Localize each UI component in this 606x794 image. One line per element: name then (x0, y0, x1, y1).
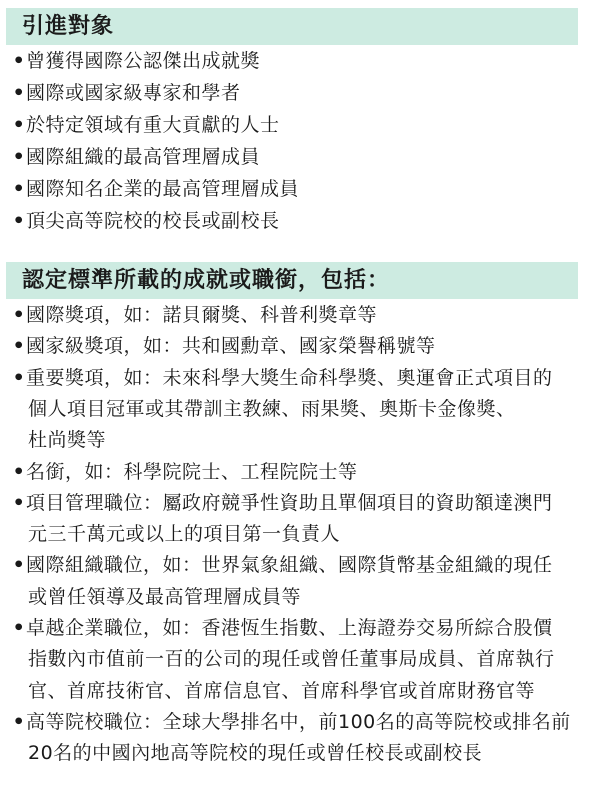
list-item-text: 名銜，如：科學院院士、工程院院士等 (26, 460, 358, 483)
list-item-text: 國家級獎項，如：共和國勳章、國家榮譽稱號等 (26, 335, 436, 358)
list-item-continuation (12, 582, 606, 613)
bullet-icon: • (12, 210, 26, 232)
bullet-icon: • (12, 178, 26, 200)
list-item-text: 國際知名企業的最高管理層成員 (26, 178, 300, 200)
bullet-icon: • (12, 710, 26, 733)
list-item-continuation (12, 738, 606, 769)
list-item (12, 46, 602, 77)
list-item-text: 國際組織的最高管理層成員 (26, 146, 261, 168)
list-item (12, 707, 602, 738)
list-item-continuation (12, 394, 606, 425)
list-item-text: 高等院校職位：全球大學排名中，前100名的高等院校或排名前 (26, 710, 571, 733)
list-item-text: 國際組織職位，如：世界氣象組織、國際貨幣基金組織的現任 (26, 554, 553, 577)
section1-header-bar (6, 8, 578, 45)
section2-heading: 認定標準所載的成就或職銜，包括： (22, 268, 391, 293)
list-item-text: 指數內市值前一百的公司的現任或曾任董事局成員、首席執行 (28, 648, 555, 671)
list-item-text: 卓越企業職位，如：香港恆生指數、上海證券交易所綜合股價 (26, 617, 553, 639)
list-item (12, 78, 602, 109)
section1-heading: 引進對象 (22, 14, 115, 39)
bullet-icon: • (12, 335, 26, 358)
list-item (12, 206, 602, 237)
list-item-text: 或曾任領導及最高管理層成員等 (28, 585, 302, 608)
list-item-continuation (12, 425, 606, 456)
list-item-continuation (12, 644, 606, 675)
list-item (12, 488, 602, 519)
list-item-text: 20名的中國內地高等院校的現任或曾任校長或副校長 (28, 742, 483, 765)
list-item (12, 110, 602, 141)
bullet-icon: • (12, 50, 26, 72)
list-item-text: 於特定領域有重大貢獻的人士 (26, 114, 280, 136)
list-item-text: 元三千萬元或以上的項目第一負責人 (28, 523, 341, 546)
list-item (12, 174, 602, 205)
list-item-continuation (12, 676, 606, 707)
list-item-text: 官、首席技術官、首席信息官、首席科學官或首席財務官等 (28, 679, 536, 702)
list-item (12, 457, 602, 488)
bullet-icon: • (12, 82, 26, 104)
bullet-icon: • (12, 554, 26, 577)
list-item (12, 142, 602, 173)
bullet-icon: • (12, 304, 26, 326)
bullet-icon: • (12, 491, 26, 514)
bullet-icon: • (12, 366, 26, 389)
section2-header-bar (6, 262, 578, 299)
bullet-icon: • (12, 460, 26, 483)
list-item (12, 300, 602, 331)
list-item (12, 613, 602, 644)
list-item-text: 杜尚獎等 (28, 429, 107, 452)
list-item-text: 曾獲得國際公認傑出成就獎 (26, 50, 261, 72)
bullet-icon: • (12, 146, 26, 168)
list-item (12, 550, 602, 581)
bullet-icon: • (12, 617, 26, 639)
bullet-icon: • (12, 114, 26, 136)
list-item-text: 頂尖高等院校的校長或副校長 (26, 210, 280, 232)
list-item-continuation (12, 519, 606, 550)
list-item (12, 363, 602, 394)
list-item (12, 331, 602, 362)
list-item-text: 項目管理職位：屬政府競爭性資助且單個項目的資助額達澳門 (26, 491, 553, 514)
list-item-text: 重要獎項，如：未來科學大獎生命科學獎、奧運會正式項目的 (26, 366, 553, 389)
list-item-text: 國際或國家級專家和學者 (26, 82, 241, 104)
list-item-text: 個人項目冠軍或其帶訓主教練、雨果獎、奧斯卡金像獎、 (28, 397, 516, 420)
list-item-text: 國際獎項，如：諾貝爾獎、科普利獎章等 (26, 304, 378, 326)
